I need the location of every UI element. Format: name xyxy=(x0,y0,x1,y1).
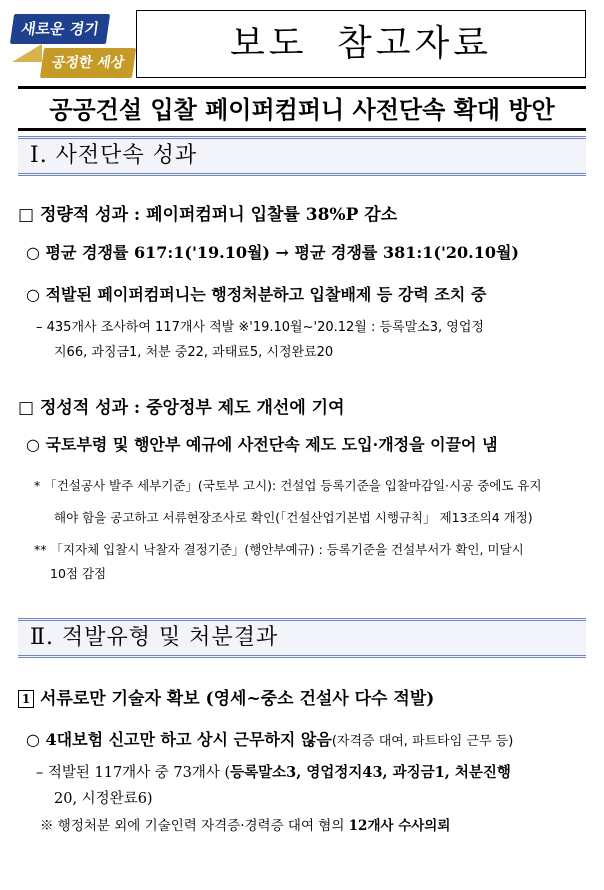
section-2-heading: Ⅱ. 적발유형 및 처분결과 xyxy=(30,625,279,650)
item-1-note-normal: ※ 행정처분 외에 기술인력 자격증·경력증 대여 혐의 xyxy=(40,818,349,834)
rate-line: ○ 평균 경쟁률 617:1('19.10월) → 평균 경쟁률 381:1('20.10월) xyxy=(26,243,519,262)
note-2-line-1: ** 「지자체 입찰시 낙찰자 결정기준」(행안부예규) : 등록기준을 건설부서가 확인, 미달시 xyxy=(34,542,524,557)
title-rule-bottom xyxy=(18,128,586,131)
logo-top-badge: 새로운 경기 xyxy=(10,14,110,44)
press-banner: 보도 참고자료 xyxy=(136,10,586,78)
note-2-line-2: 10점 감점 xyxy=(50,566,107,581)
item-1-heading: 서류로만 기술자 확보 (영세~중소 건설사 다수 적발) xyxy=(40,689,435,709)
detail-line-1: – 435개사 조사하여 117개사 적발 ※'19.10월~'20.12월 : 등록말소3, 영업정 xyxy=(36,320,484,335)
note-1-line-2: 해야 함을 공고하고 서류현장조사로 확인(「건설산업기본법 시행규칙」 제13조의4 개정) xyxy=(54,510,533,525)
logo-accent-shape xyxy=(12,44,42,62)
item-1-note-bold: 12개사 수사의뢰 xyxy=(348,818,451,834)
detail-line-2: 지66, 과징금1, 처분 중22, 과태료5, 시정완료20 xyxy=(54,345,334,360)
item-1-detail-line-1 xyxy=(36,761,511,782)
item-1-detail-bold: 등록말소3, 영업정지43, 과징금1, 처분진행 xyxy=(230,764,511,781)
logo-bottom-badge: 공정한 세상 xyxy=(40,48,136,78)
item-1-lead-line xyxy=(26,727,513,750)
item-1-lead-paren: (자격증 대여, 파트타임 근무 등) xyxy=(331,734,514,749)
item-1-detail-line-2: 20, 시정완료6) xyxy=(54,791,153,807)
note-1-line-1: * 「건설공사 발주 세부기준」(국토부 고시): 건설업 등록기준을 입찰마감일·시공 중에도 유지 xyxy=(34,478,542,493)
section-1-heading: Ⅰ. 사전단속 성과 xyxy=(30,143,198,168)
item-1-detail-normal: – 적발된 117개사 중 73개사 ( xyxy=(36,765,231,781)
title-rule-top xyxy=(18,86,586,89)
item-1-lead-bold: ○ 4대보험 신고만 하고 상시 근무하지 않음 xyxy=(26,730,332,749)
item-1-heading-row xyxy=(18,684,434,709)
qual-lead-line: ○ 국토부령 및 행안부 예규에 사전단속 제도 도입·개정을 이끌어 냄 xyxy=(26,435,498,454)
page-title: 공공건설 입찰 페이퍼컴퍼니 사전단속 확대 방안 xyxy=(49,95,555,124)
quant-heading: □ 정량적 성과 : 페이퍼컴퍼니 입찰률 38%P 감소 xyxy=(18,205,398,225)
action-line: ○ 적발된 페이퍼컴퍼니는 행정처분하고 입찰배제 등 강력 조치 중 xyxy=(26,285,487,304)
qual-heading: □ 정성적 성과 : 중앙정부 제도 개선에 기여 xyxy=(18,398,345,418)
item-1-number: 1 xyxy=(18,690,34,708)
item-1-note-line xyxy=(40,814,450,834)
